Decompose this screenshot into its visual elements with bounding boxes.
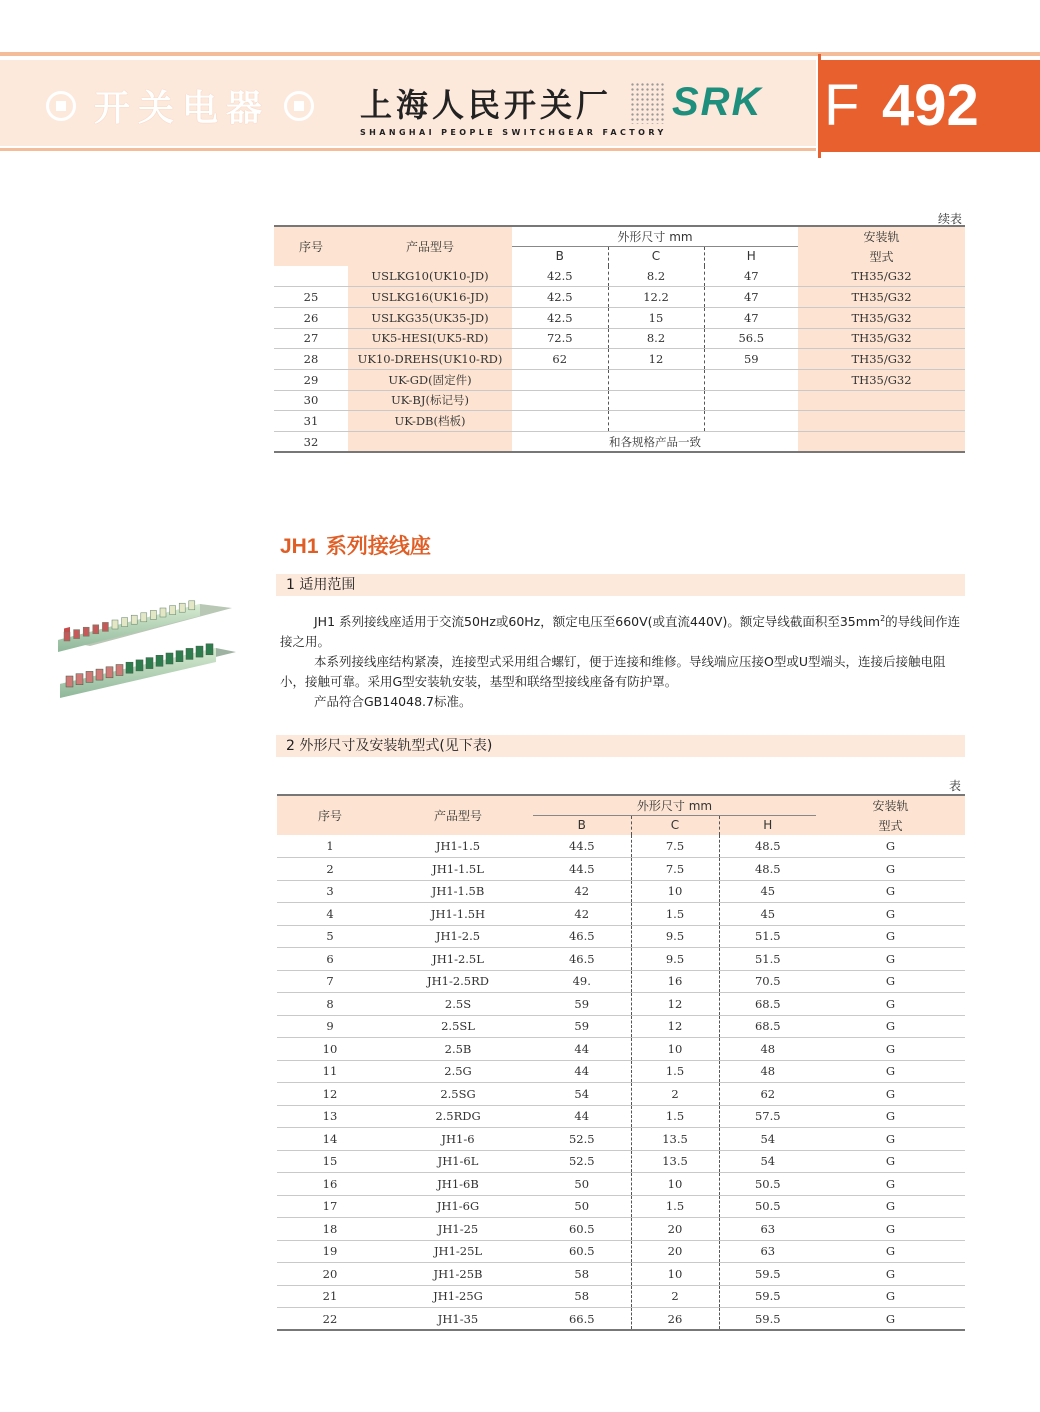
section-title-cn: 系列接线座 <box>318 534 431 558</box>
table-row <box>277 903 965 926</box>
section-title <box>280 530 431 560</box>
company-name-cn: 上海人民开关厂 <box>360 86 613 124</box>
table-row <box>274 432 965 453</box>
table-row <box>277 1195 965 1218</box>
row-c: 10 <box>631 1173 719 1196</box>
row-h: 59 <box>704 349 798 370</box>
row-rail: G <box>816 1263 965 1286</box>
row-c: 20 <box>631 1240 719 1263</box>
row-h: 68.5 <box>719 1015 816 1038</box>
header-band-top <box>0 52 1040 56</box>
row-h: 48 <box>719 1060 816 1083</box>
square-bullet-icon <box>46 91 76 121</box>
row-no <box>274 266 348 287</box>
row-c: 8.2 <box>608 266 704 287</box>
row-model: 2.5SL <box>383 1015 533 1038</box>
row-no: 9 <box>277 1015 383 1038</box>
row-c: 12 <box>608 349 704 370</box>
table2-header-b: B <box>533 815 631 835</box>
row-no: 26 <box>274 307 348 328</box>
row-c: 8.2 <box>608 328 704 349</box>
table-row <box>277 1150 965 1173</box>
row-c: 13.5 <box>631 1128 719 1151</box>
row-h: 48.5 <box>719 858 816 881</box>
row-model: 2.5S <box>383 993 533 1016</box>
row-h: 70.5 <box>719 970 816 993</box>
row-c: 1.5 <box>631 1105 719 1128</box>
row-rail: G <box>816 1218 965 1241</box>
row-no: 17 <box>277 1195 383 1218</box>
row-model: JH1-6L <box>383 1150 533 1173</box>
row-model: 2.5B <box>383 1038 533 1061</box>
page-header <box>0 0 1040 160</box>
row-rail: G <box>816 1105 965 1128</box>
row-rail: G <box>816 858 965 881</box>
paragraph-2: 本系列接线座结构紧凑，连接型式采用组合螺钉，便于连接和维修。导线端应压接O型或U型端头，连接后接触电阻小，接触可靠。采用G型安装轨安装，基型和联络型接线座备有防护罩。 <box>280 654 946 690</box>
row-model: 2.5G <box>383 1060 533 1083</box>
table-row <box>274 266 965 287</box>
row-model: JH1-25 <box>383 1218 533 1241</box>
row-rail: TH35/G32 <box>798 307 965 328</box>
row-c: 1.5 <box>631 903 719 926</box>
row-model: JH1-2.5RD <box>383 970 533 993</box>
row-c: 13.5 <box>631 1150 719 1173</box>
row-no: 13 <box>277 1105 383 1128</box>
row-note: 和各规格产品一致 <box>512 432 798 453</box>
row-rail: G <box>816 970 965 993</box>
row-h: 63 <box>719 1240 816 1263</box>
row-h: 62 <box>719 1083 816 1106</box>
row-c <box>608 411 704 432</box>
category-text: 开关电器 <box>94 88 271 129</box>
row-rail: G <box>816 1015 965 1038</box>
row-b <box>512 390 608 411</box>
row-no: 7 <box>277 970 383 993</box>
row-rail: TH35/G32 <box>798 287 965 308</box>
row-model: USLKG35(UK35-JD) <box>348 307 512 328</box>
row-b: 44.5 <box>533 835 631 858</box>
row-b: 59 <box>533 993 631 1016</box>
row-h: 54 <box>719 1150 816 1173</box>
row-b <box>512 369 608 390</box>
table-row <box>277 880 965 903</box>
row-b: 46.5 <box>533 925 631 948</box>
table1-header-b: B <box>512 246 608 266</box>
row-rail <box>798 432 965 453</box>
header-band-bottom <box>0 148 816 151</box>
row-model: JH1-1.5 <box>383 835 533 858</box>
row-b: 44 <box>533 1060 631 1083</box>
table1-header-c: C <box>608 246 704 266</box>
row-b: 60.5 <box>533 1240 631 1263</box>
table-row <box>277 1060 965 1083</box>
row-rail: TH35/G32 <box>798 349 965 370</box>
row-model: JH1-6 <box>383 1128 533 1151</box>
row-no: 31 <box>274 411 348 432</box>
row-model: JH1-1.5B <box>383 880 533 903</box>
table1-header-no: 序号 <box>274 226 348 266</box>
row-no: 12 <box>277 1083 383 1106</box>
row-model: USLKG16(UK16-JD) <box>348 287 512 308</box>
row-model: JH1-25L <box>383 1240 533 1263</box>
table1-header-dims: 外形尺寸 mm <box>512 226 798 246</box>
table-row <box>277 858 965 881</box>
subsection-heading-1: 1 适用范围 <box>276 574 965 596</box>
row-model: JH1-25B <box>383 1263 533 1286</box>
row-b: 52.5 <box>533 1128 631 1151</box>
row-rail: G <box>816 993 965 1016</box>
row-h: 47 <box>704 307 798 328</box>
row-no: 25 <box>274 287 348 308</box>
row-c: 2 <box>631 1285 719 1308</box>
row-no: 32 <box>274 432 348 453</box>
row-no: 8 <box>277 993 383 1016</box>
row-rail <box>798 390 965 411</box>
table-row <box>277 1285 965 1308</box>
row-no: 21 <box>277 1285 383 1308</box>
row-c: 10 <box>631 1038 719 1061</box>
row-no: 2 <box>277 858 383 881</box>
row-b: 58 <box>533 1285 631 1308</box>
table-row <box>277 925 965 948</box>
row-c: 15 <box>608 307 704 328</box>
row-rail: G <box>816 880 965 903</box>
table-row <box>277 970 965 993</box>
row-rail: G <box>816 1060 965 1083</box>
row-h: 59.5 <box>719 1263 816 1286</box>
row-h: 45 <box>719 903 816 926</box>
row-h <box>704 369 798 390</box>
intro-text <box>280 609 968 712</box>
row-model: UK-GD(固定件) <box>348 369 512 390</box>
table-row <box>277 993 965 1016</box>
row-c: 1.5 <box>631 1060 719 1083</box>
row-model: JH1-2.5L <box>383 948 533 971</box>
row-model <box>348 432 512 453</box>
row-rail: TH35/G32 <box>798 328 965 349</box>
row-c <box>608 390 704 411</box>
row-model: JH1-25G <box>383 1285 533 1308</box>
row-b: 52.5 <box>533 1150 631 1173</box>
row-no: 10 <box>277 1038 383 1061</box>
row-h: 59.5 <box>719 1308 816 1331</box>
row-b: 49. <box>533 970 631 993</box>
row-c: 12.2 <box>608 287 704 308</box>
row-no: 18 <box>277 1218 383 1241</box>
row-b: 72.5 <box>512 328 608 349</box>
row-rail: G <box>816 1308 965 1331</box>
row-model: 2.5SG <box>383 1083 533 1106</box>
table1-header-rail: 安装轨 <box>798 226 965 246</box>
table2-header-c: C <box>631 815 719 835</box>
row-h: 54 <box>719 1128 816 1151</box>
row-h: 48 <box>719 1038 816 1061</box>
row-h: 51.5 <box>719 948 816 971</box>
row-b: 42.5 <box>512 266 608 287</box>
row-rail: G <box>816 1240 965 1263</box>
row-rail: G <box>816 1083 965 1106</box>
section-title-latin: JH1 <box>280 535 319 558</box>
table1-header-model: 产品型号 <box>348 226 512 266</box>
row-c <box>608 369 704 390</box>
row-rail: G <box>816 903 965 926</box>
table-row <box>274 287 965 308</box>
subsection-heading-2: 2 外形尺寸及安装轨型式(见下表) <box>276 735 965 757</box>
row-b: 42.5 <box>512 287 608 308</box>
table-row <box>274 349 965 370</box>
table1-header-h: H <box>704 246 798 266</box>
row-h: 50.5 <box>719 1195 816 1218</box>
table1-caption: 续表 <box>938 212 963 226</box>
table-row <box>277 1308 965 1331</box>
row-b: 50 <box>533 1173 631 1196</box>
row-h <box>704 390 798 411</box>
row-no: 3 <box>277 880 383 903</box>
row-no: 19 <box>277 1240 383 1263</box>
row-model: JH1-1.5L <box>383 858 533 881</box>
row-b: 44.5 <box>533 858 631 881</box>
row-c: 12 <box>631 1015 719 1038</box>
row-no: 20 <box>277 1263 383 1286</box>
row-no: 15 <box>277 1150 383 1173</box>
table-row <box>277 1263 965 1286</box>
row-rail: G <box>816 1150 965 1173</box>
row-b: 60.5 <box>533 1218 631 1241</box>
paragraph-1: JH1 系列接线座适用于交流50Hz或60Hz，额定电压至660V(或直流440V)。额定导线截面积至$35mm^2$的导线间作连接之用。 <box>280 614 961 650</box>
row-model: UK-BJ(标记号) <box>348 390 512 411</box>
row-rail: G <box>816 948 965 971</box>
square-bullet-icon <box>284 91 314 121</box>
row-c: 16 <box>631 970 719 993</box>
table2 <box>277 794 965 1331</box>
table2-header-h: H <box>719 815 816 835</box>
row-b: 50 <box>533 1195 631 1218</box>
row-h: 63 <box>719 1218 816 1241</box>
row-no: 11 <box>277 1060 383 1083</box>
row-b: 54 <box>533 1083 631 1106</box>
row-c: 9.5 <box>631 948 719 971</box>
row-b: 62 <box>512 349 608 370</box>
table-row <box>277 1038 965 1061</box>
row-model: 2.5RDG <box>383 1105 533 1128</box>
row-h: 51.5 <box>719 925 816 948</box>
table-row <box>274 307 965 328</box>
row-model: UK10-DREHS(UK10-RD) <box>348 349 512 370</box>
table-row <box>274 411 965 432</box>
row-h: 57.5 <box>719 1105 816 1128</box>
row-no: 4 <box>277 903 383 926</box>
category-label <box>46 80 314 131</box>
row-b: 44 <box>533 1105 631 1128</box>
table2-header-rail: 安装轨 <box>816 795 965 815</box>
table-row <box>277 1105 965 1128</box>
row-b: 42 <box>533 903 631 926</box>
table-row <box>277 1083 965 1106</box>
row-no: 27 <box>274 328 348 349</box>
row-rail: G <box>816 1195 965 1218</box>
row-rail: G <box>816 1128 965 1151</box>
row-h: 50.5 <box>719 1173 816 1196</box>
row-no: 29 <box>274 369 348 390</box>
row-rail: G <box>816 1173 965 1196</box>
row-no: 6 <box>277 948 383 971</box>
row-h: 68.5 <box>719 993 816 1016</box>
row-h: 59.5 <box>719 1285 816 1308</box>
row-b: 66.5 <box>533 1308 631 1331</box>
row-c: 7.5 <box>631 858 719 881</box>
row-b: 42.5 <box>512 307 608 328</box>
row-b <box>512 411 608 432</box>
row-h: 47 <box>704 287 798 308</box>
table-row <box>277 1218 965 1241</box>
table2-header-model: 产品型号 <box>383 795 533 835</box>
row-b: 44 <box>533 1038 631 1061</box>
row-model: USLKG10(UK10-JD) <box>348 266 512 287</box>
table-row <box>277 1128 965 1151</box>
row-model: JH1-1.5H <box>383 903 533 926</box>
table1 <box>274 225 965 453</box>
table-row <box>277 1240 965 1263</box>
row-c: 1.5 <box>631 1195 719 1218</box>
row-rail <box>798 411 965 432</box>
page-number: 492 <box>882 73 979 138</box>
row-c: 12 <box>631 993 719 1016</box>
row-c: 10 <box>631 880 719 903</box>
row-c: 2 <box>631 1083 719 1106</box>
row-h: 48.5 <box>719 835 816 858</box>
table1-header-rail-2: 型式 <box>798 246 965 266</box>
row-no: 16 <box>277 1173 383 1196</box>
row-h: 47 <box>704 266 798 287</box>
row-rail: G <box>816 925 965 948</box>
table2-header-dims: 外形尺寸 mm <box>533 795 816 815</box>
row-c: 10 <box>631 1263 719 1286</box>
row-b: 46.5 <box>533 948 631 971</box>
row-rail: TH35/G32 <box>798 266 965 287</box>
table-row <box>277 948 965 971</box>
row-no: 5 <box>277 925 383 948</box>
row-model: JH1-6B <box>383 1173 533 1196</box>
table-row <box>274 328 965 349</box>
row-rail: G <box>816 1038 965 1061</box>
row-h: 45 <box>719 880 816 903</box>
brand-logo: SRK <box>672 80 763 124</box>
row-model: JH1-6G <box>383 1195 533 1218</box>
row-no: 14 <box>277 1128 383 1151</box>
page-prefix: F <box>824 73 860 138</box>
table-row <box>274 390 965 411</box>
row-c: 7.5 <box>631 835 719 858</box>
table-row <box>274 369 965 390</box>
table-row <box>277 1015 965 1038</box>
row-c: 20 <box>631 1218 719 1241</box>
row-model: UK5-HESI(UK5-RD) <box>348 328 512 349</box>
company-name-en: SHANGHAI PEOPLE SWITCHGEAR FACTORY <box>360 128 667 137</box>
row-b: 58 <box>533 1263 631 1286</box>
dot-pattern-icon <box>630 82 666 124</box>
terminal-block-photo <box>50 596 238 706</box>
row-model: JH1-2.5 <box>383 925 533 948</box>
row-b: 59 <box>533 1015 631 1038</box>
paragraph-3: 产品符合GB14048.7标准。 <box>314 694 472 710</box>
row-rail: G <box>816 835 965 858</box>
table2-header-no: 序号 <box>277 795 383 835</box>
row-rail: G <box>816 1285 965 1308</box>
row-model: JH1-35 <box>383 1308 533 1331</box>
row-c: 26 <box>631 1308 719 1331</box>
row-no: 30 <box>274 390 348 411</box>
row-model: UK-DB(档板) <box>348 411 512 432</box>
row-h: 56.5 <box>704 328 798 349</box>
row-b: 42 <box>533 880 631 903</box>
table-row <box>277 835 965 858</box>
table2-header-rail-2: 型式 <box>816 815 965 835</box>
row-no: 28 <box>274 349 348 370</box>
table2-caption: 表 <box>949 779 962 793</box>
row-c: 9.5 <box>631 925 719 948</box>
row-h <box>704 411 798 432</box>
row-rail: TH35/G32 <box>798 369 965 390</box>
company-logo <box>360 80 667 137</box>
table-row <box>277 1173 965 1196</box>
row-no: 1 <box>277 835 383 858</box>
row-no: 22 <box>277 1308 383 1331</box>
